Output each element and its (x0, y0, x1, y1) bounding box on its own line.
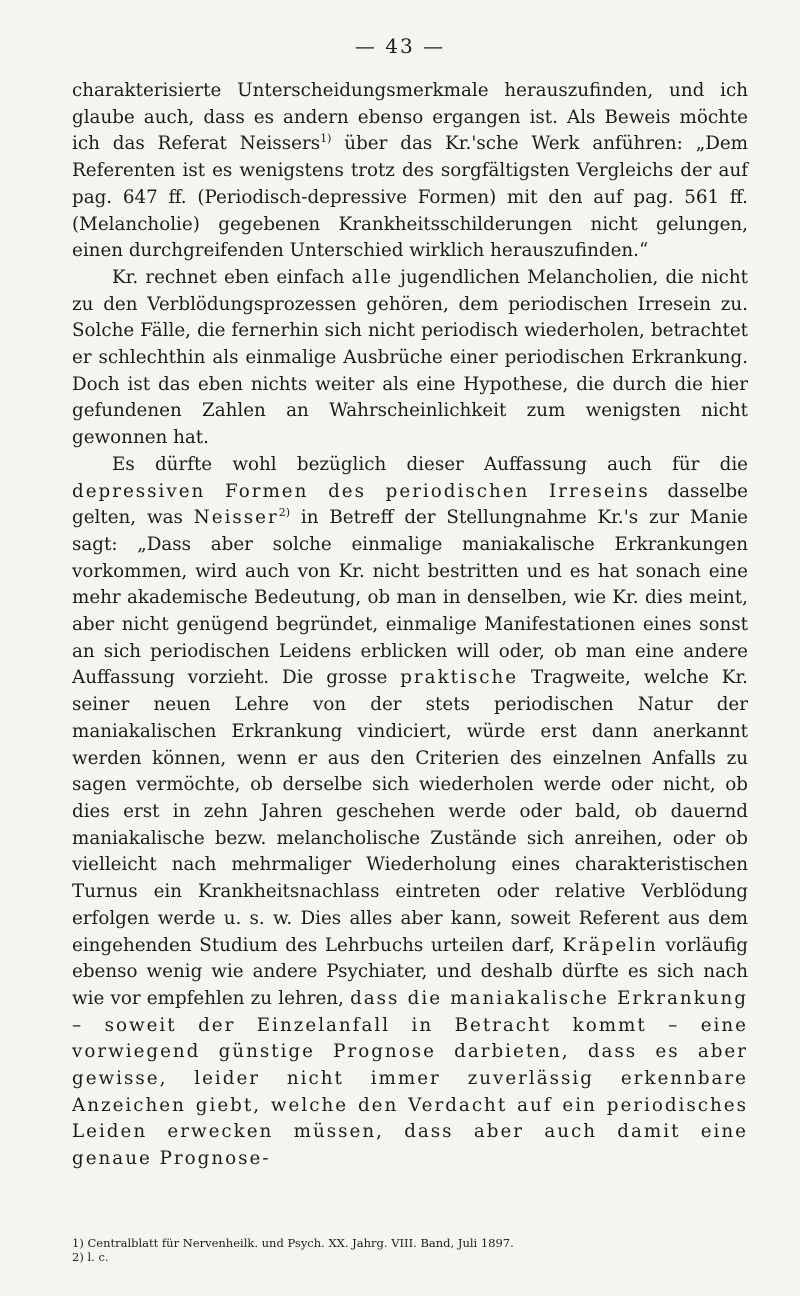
text-run: Es dürfte wohl bezüglich dieser Auffassung auch für die (112, 453, 748, 475)
text-run: jugendlichen Melancholien, die nicht zu den Verblödungsprozessen gehören, dem periodischen Irresein zu. Solche Fälle, die fernerhin sich nicht periodisch wiederholen, betrachtet er schlechthin als einmalige Ausbrüche einer periodischen Erkrankung. Doch ist das eben nichts weiter als eine Hypothese, die durch die hier gefundenen Zahlen an Wahrscheinlichkeit zum wenigsten nicht gewonnen hat. (72, 266, 748, 449)
footnotes (72, 1236, 748, 1264)
page-number: — 43 — (354, 34, 446, 58)
paragraph-1 (72, 78, 748, 265)
emphasis-depressive-forms: depressiven Formen des periodischen Irreseins (72, 480, 650, 502)
text-run: vorläufig ebenso wenig wie andere Psychiater, und deshalb dürfte es sich nach wie vor empfehlen zu lehren, (72, 934, 748, 1009)
text-run: Kr. rechnet eben einfach (112, 266, 352, 288)
footnote-ref-2: 2) (278, 506, 291, 520)
text-run: Tragweite, welche Kr. seiner neuen Lehre von der stets periodischen Natur der maniakalischen Erkrankung vindiciert, würde erst dann anerkannt werden können, wenn er aus den Criterien des einzelnen Anfalls zu sagen vermöchte, ob derselbe sich wiederholen werde oder nicht, ob dies erst in zehn Jahren geschehen werde oder bald, ob dauernd maniakalische bezw. melancholische Zustände sich anreihen, oder ob vielleicht nach mehrmaliger Wiederholung eines charakteristischen Turnus ein Krankheitsnachlass eintreten oder relative Verblödung erfolgen werde u. s. w. Dies alles aber kann, soweit Referent aus dem eingehenden Studium des Lehrbuchs urteilen darf, (72, 667, 748, 956)
author-neisser: Neisser (193, 507, 279, 529)
text-run: dasselbe gelten, was (72, 480, 749, 529)
body-text (72, 78, 748, 1173)
author-kraepelin: Kräpelin (562, 934, 658, 956)
paragraph-3 (72, 452, 748, 1173)
footnote-1: 1) Centralblatt für Nervenheilk. und Psych. XX. Jahrg. VIII. Band, Juli 1897. (72, 1236, 514, 1250)
emphasis-praktische: praktische (400, 667, 519, 689)
text-run: in Betreff der Stellungnahme Kr.'s zur Manie sagt: „Dass aber solche einmalige maniakalische Erkrankungen vorkommen, wird auch von Kr. nicht bestritten und es hat sonach eine mehr akademische Bedeutung, ob man in denselben, wie Kr. dies meint, aber nicht genügend begründet, einmalige Manifestationen eines sonst an sich periodischen Leidens erblicken will oder, ob man eine andere Auffassung vorzieht. Die grosse (72, 507, 749, 689)
footnote-2: 2) l. c. (72, 1250, 109, 1264)
emphasis-conclusion: dass die maniakalische Erkrankung – soweit der Einzelanfall in Betracht kommt – eine vorwiegend günstige Prognose darbieten, dass es aber gewisse, leider nicht immer zuverlässig erkennbare Anzeichen giebt, welche den Verdacht auf ein periodisches Leiden erwecken müssen, dass aber auch damit eine genaue Prognose- (72, 987, 748, 1170)
text-run: über das Kr.'sche Werk anführen: „Dem Referenten ist es wenigstens trotz des sorgfältigsten Vergleichs der auf pag. 647 ff. (Periodisch-depressive Formen) mit den auf pag. 561 ff. (Melancholie) gegebenen Krankheitsschilderungen nicht gelungen, einen durchgreifenden Unterschied wirklich herauszufinden.“ (72, 133, 748, 262)
text-run: charakterisierte Unterscheidungsmerkmale herauszufinden, und ich glaube auch, dass es andern ebenso ergangen ist. Als Beweis möchte ich das Referat Neissers (72, 80, 748, 155)
emphasis-alle: alle (351, 266, 394, 288)
footnote-ref-1: 1) (320, 132, 332, 146)
paragraph-2 (72, 265, 748, 452)
